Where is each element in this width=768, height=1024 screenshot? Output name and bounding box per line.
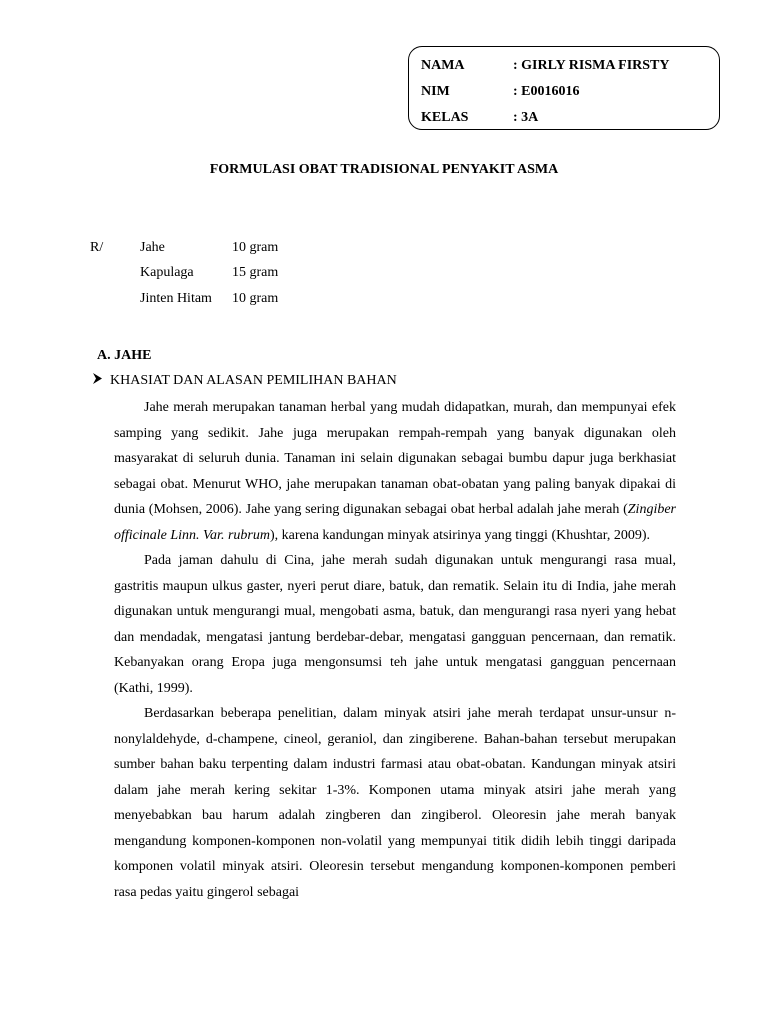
id-label: NIM [421, 84, 450, 99]
id-row-nim [421, 79, 719, 105]
body-text [114, 395, 676, 905]
recipe-item [90, 286, 278, 312]
id-label: NAMA [421, 58, 465, 73]
id-value: : E0016016 [513, 84, 580, 99]
ingredient-amount: 10 gram [232, 239, 279, 255]
ingredient-name: Jinten Hitam [140, 290, 212, 306]
paragraph: Jahe merah merupakan tanaman herbal yang mudah didapatkan, murah, dan mempunyai efek samping yang sedikit. Jahe juga merupakan rempah-rempah yang banyak digunakan oleh masyarakat di seluruh dunia. Tanaman ini selain digunakan sebagai bumbu dapur juga berkhasiat sebagai obat. Menurut WHO, jahe merupakan tanaman obat-obatan yang paling banyak dipakai di dunia (Mohsen, 2006). Jahe yang sering digunakan sebagai obat herbal adalah jahe merah (Zingiber officinale Linn. Var. rubrum), karena kandungan minyak atsirinya yang tinggi (Khushtar, 2009). [114, 400, 676, 543]
section-heading: A. JAHE [97, 348, 152, 363]
subheading-bullet [92, 373, 397, 389]
id-value: : GIRLY RISMA FIRSTY [513, 58, 670, 73]
paragraph: Pada jaman dahulu di Cina, jahe merah sudah digunakan untuk mengurangi rasa mual, gastritis maupun ulkus gaster, nyeri perut diare, batuk, dan rematik. Selain itu di India, jahe merah digunakan untuk mengurangi mual, mengobati asma, batuk, dan mengurangi rasa nyeri yang hebat dan mendadak, mengatasi jantung berdebar-debar, mengatasi gangguan pencernaan, dan rematik. Kebanyakan orang Eropa juga mengonsumsi teh jahe untuk mengatasi gangguan pencernaan (Kathi, 1999). [114, 553, 676, 696]
ingredient-amount: 10 gram [232, 290, 279, 306]
id-row-name [421, 53, 719, 79]
document-title: FORMULASI OBAT TRADISIONAL PENYAKIT ASMA [209, 162, 559, 177]
id-row-class [421, 105, 719, 131]
recipe-item [90, 235, 278, 261]
ingredient-name: Jahe [140, 239, 165, 255]
recipe-list [90, 235, 278, 312]
student-id-box [408, 46, 720, 130]
subheading-text: KHASIAT DAN ALASAN PEMILIHAN BAHAN [110, 373, 397, 388]
arrowhead-bullet-icon [92, 373, 110, 389]
recipe-mark: R/ [90, 239, 104, 255]
ingredient-name: Kapulaga [140, 265, 194, 281]
ingredient-amount: 15 gram [232, 265, 279, 281]
id-label: KELAS [421, 110, 469, 125]
id-value: : 3A [513, 110, 539, 125]
scientific-name: Zingiber officinale Linn. Var. rubrum [114, 502, 676, 543]
paragraph: Berdasarkan beberapa penelitian, dalam minyak atsiri jahe merah terdapat unsur-unsur n-nonylaldehyde, d-champene, cineol, geraniol, dan zingiberene. Bahan-bahan tersebut merupakan sumber bahan baku terpenting dalam industri farmasi atau obat-obatan. Kandungan minyak atsiri dalam jahe merah kering sekitar 1-3%. Komponen utama minyak atsiri jahe merah yang menyebabkan bau harum adalah zingberen dan zingiberol. Oleoresin jahe merah banyak mengandung komponen-komponen non-volatil yang mempunyai titik didih lebih tinggi daripada komponen volatil minyak atsiri. Oleoresin tersebut mengandung komponen-komponen pemberi rasa pedas yaitu gingerol sebagai [114, 706, 676, 900]
recipe-item [90, 261, 278, 287]
